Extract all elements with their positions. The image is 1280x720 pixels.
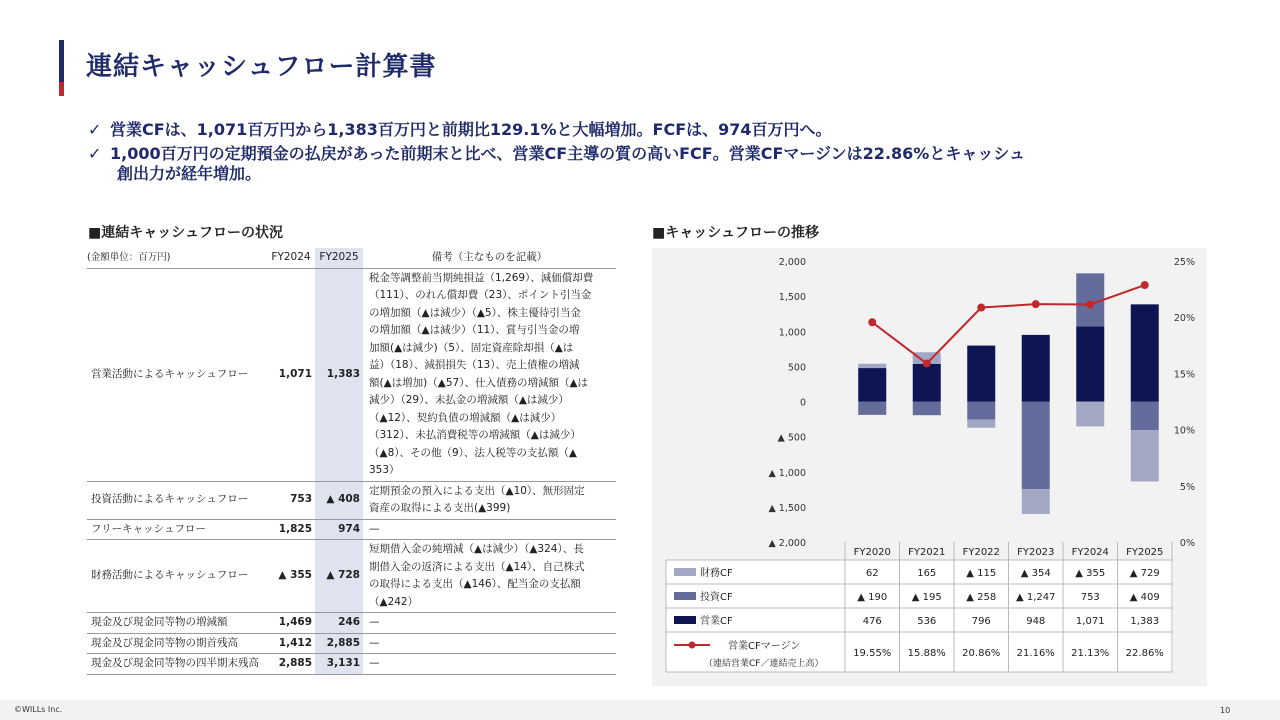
bar-営業CF-FY2025 <box>1131 304 1159 401</box>
bullet-1-line-1: 創出力が経年増加。 <box>117 164 262 183</box>
cell-fy2024: 1,825 <box>267 519 315 540</box>
cf-chart <box>652 248 1207 686</box>
note-line: （▲12）、契約負債の増減額（▲は減少） <box>369 411 562 424</box>
y-right-tick: 10% <box>1173 425 1195 437</box>
row-label: 営業活動によるキャッシュフロー <box>87 268 267 481</box>
row-label: 投資活動によるキャッシュフロー <box>87 481 267 519</box>
cf-chart-heading: ■キャッシュフローの推移 <box>652 225 819 241</box>
bar-営業CF-FY2021 <box>913 364 941 402</box>
note-line: — <box>369 636 380 649</box>
row-label: 現金及び現金同等物の期首残高 <box>87 633 267 654</box>
category-label: FY2022 <box>962 547 1000 558</box>
bar-投資CF-FY2022 <box>967 402 995 420</box>
bullet-1-line-0 <box>88 144 1025 164</box>
category-label: FY2025 <box>1126 547 1164 558</box>
cell-fy2025: ▲ 728 <box>315 540 363 613</box>
margin-point-FY2023 <box>1032 300 1040 308</box>
y-right-tick: 15% <box>1173 369 1195 381</box>
table-cell: ▲ 354 <box>1020 568 1051 579</box>
table-cell: 1,383 <box>1130 616 1160 627</box>
footer-bar <box>0 700 1280 720</box>
table-row <box>87 654 616 675</box>
note-line: — <box>369 657 380 669</box>
table-cell: 948 <box>1026 616 1046 627</box>
table-cell: ▲ 115 <box>966 568 997 579</box>
table-cell: 796 <box>971 616 991 627</box>
category-label: FY2024 <box>1071 547 1109 558</box>
table-cell: 1,071 <box>1075 616 1105 627</box>
cell-fy2024: 1,469 <box>267 613 315 634</box>
table-cell: ▲ 409 <box>1129 592 1160 603</box>
table-row <box>87 268 616 481</box>
note-line: の増加額（▲は減少）（11）、賞与引当金の増 <box>369 324 580 336</box>
col-fy2024: FY2024 <box>267 248 315 268</box>
bar-財務CF-FY2023 <box>1022 489 1050 514</box>
title-accent-red <box>59 82 64 96</box>
note-line: 353） <box>369 464 400 476</box>
legend-label: 財務CF <box>700 568 733 579</box>
margin-point-FY2020 <box>868 318 876 326</box>
bar-財務CF-FY2024 <box>1076 402 1104 427</box>
margin-point-FY2025 <box>1141 281 1149 289</box>
note-line: （▲242） <box>369 595 419 608</box>
note-line: 定期預金の預入による支出（▲10）、無形固定 <box>369 484 585 497</box>
note-line: 加額(▲は減少)（5）、固定資産除却損（▲は <box>369 341 574 354</box>
note-line: の取得による支出（▲146）、配当金の支払額 <box>369 578 581 590</box>
table-cell: 20.86% <box>962 648 1001 659</box>
table-row <box>87 481 616 519</box>
table-cell: ▲ 355 <box>1075 568 1106 579</box>
y-left-tick: ▲ 1,000 <box>768 467 806 479</box>
bullet-text: 1,000百万円の定期預金の払戻があった前期末と比べ、営業CF主導の質の高いFCF。営業CFマージンは22.86%とキャッシュ <box>110 144 1025 163</box>
page-number: 10 <box>1220 706 1231 715</box>
category-label: FY2023 <box>1017 547 1055 558</box>
note-line: （▲8）、その他（9）、法人税等の支払額（▲ <box>369 446 578 459</box>
cell-fy2025: 2,885 <box>315 633 363 654</box>
note-line: — <box>369 522 380 535</box>
copyright: ©WILLs Inc. <box>14 705 63 714</box>
cell-note <box>363 613 616 634</box>
bar-投資CF-FY2023 <box>1022 402 1050 490</box>
table-cell: ▲ 195 <box>911 592 942 603</box>
page-title: 連結キャッシュフロー計算書 <box>86 52 437 82</box>
table-cell: 536 <box>917 616 937 627</box>
table-cell: 22.86% <box>1125 648 1164 659</box>
y-right-tick: 25% <box>1173 257 1195 268</box>
row-label: フリーキャッシュフロー <box>87 519 267 540</box>
bar-投資CF-FY2020 <box>858 402 886 415</box>
bar-営業CF-FY2022 <box>967 346 995 402</box>
table-row <box>87 633 616 654</box>
check-icon: ✓ <box>88 144 102 163</box>
unit-label: (金額単位：百万円) <box>87 248 267 268</box>
table-cell: 15.88% <box>907 648 946 659</box>
y-right-tick: 0% <box>1179 538 1195 549</box>
y-left-tick: ▲ 500 <box>777 432 806 444</box>
note-line: 減少）（29）、未払金の増減額（▲は減少） <box>369 394 569 406</box>
margin-point-FY2021 <box>923 360 931 368</box>
note-line: （312）、未払消費税等の増減額（▲は減少） <box>369 429 581 441</box>
note-line: — <box>369 616 380 628</box>
table-cell: ▲ 729 <box>1129 568 1160 579</box>
cell-fy2025: 974 <box>315 519 363 540</box>
y-left-tick: ▲ 2,000 <box>768 538 806 549</box>
note-line: 短期借入金の純増減（▲は減少）（▲324）、長 <box>369 543 584 555</box>
table-cell: 19.55% <box>853 648 892 659</box>
bar-営業CF-FY2023 <box>1022 335 1050 402</box>
col-notes: 備考（主なものを記載） <box>363 248 616 268</box>
y-left-tick: 1,500 <box>778 292 806 304</box>
table-row <box>87 613 616 634</box>
legend-swatch-財務CF <box>674 568 696 576</box>
table-cell: ▲ 258 <box>966 592 997 603</box>
table-cell: 21.16% <box>1016 648 1055 659</box>
bar-投資CF-FY2025 <box>1131 402 1159 431</box>
cell-note <box>363 268 616 481</box>
legend-swatch-営業CF <box>674 616 696 624</box>
bar-営業CF-FY2020 <box>858 368 886 401</box>
note-line: 税金等調整前当期純損益（1,269）、減価償却費 <box>369 271 594 284</box>
y-right-tick: 5% <box>1179 481 1195 493</box>
cell-fy2025: 1,383 <box>315 268 363 481</box>
cell-fy2024: ▲ 355 <box>267 540 315 613</box>
cell-note <box>363 654 616 675</box>
margin-point-FY2024 <box>1086 300 1094 308</box>
row-label: 現金及び現金同等物の四半期末残高 <box>87 654 267 675</box>
cell-note <box>363 519 616 540</box>
note-line: （111）、のれん償却費（23）、ポイント引当金 <box>369 289 592 301</box>
table-row <box>87 519 616 540</box>
note-line: 期借入金の返済による支出（▲14）、自己株式 <box>369 560 585 573</box>
cell-fy2025: 246 <box>315 613 363 634</box>
note-line: の増加額（▲は減少）（▲5）、株主優待引当金 <box>369 306 581 319</box>
legend-label: 営業CFマージン <box>728 641 801 652</box>
y-left-tick: ▲ 1,500 <box>768 502 806 514</box>
note-line: 額(▲は増加)（▲57）、仕入債務の増減額（▲は <box>369 376 589 389</box>
table-cell: 21.13% <box>1071 648 1110 659</box>
table-cell: 62 <box>865 568 879 579</box>
legend-swatch-投資CF <box>674 592 696 600</box>
table-cell: 165 <box>917 568 937 579</box>
legend-sublabel: （連結営業CF／連結売上高） <box>704 659 824 669</box>
cell-fy2024: 1,412 <box>267 633 315 654</box>
cell-fy2025: 3,131 <box>315 654 363 675</box>
bar-投資CF-FY2021 <box>913 402 941 416</box>
bar-財務CF-FY2020 <box>858 364 886 368</box>
bullet-0-line-0 <box>88 120 832 140</box>
row-label: 財務活動によるキャッシュフロー <box>87 540 267 613</box>
table-cell: ▲ 1,247 <box>1016 592 1056 603</box>
y-left-tick: 500 <box>787 362 806 374</box>
bar-営業CF-FY2024 <box>1076 326 1104 401</box>
table-cell: 753 <box>1080 592 1100 603</box>
category-label: FY2021 <box>908 547 946 558</box>
bar-財務CF-FY2025 <box>1131 430 1159 481</box>
cell-note <box>363 481 616 519</box>
cf-table-heading: ■連結キャッシュフローの状況 <box>88 225 283 241</box>
table-cell: ▲ 190 <box>857 592 888 603</box>
table-row <box>87 540 616 613</box>
bullet-text: 営業CFは、1,071百万円から1,383百万円と前期比129.1%と大幅増加。FCFは、974百万円へ。 <box>110 120 832 139</box>
bar-投資CF-FY2024 <box>1076 273 1104 326</box>
note-line: 資産の取得による支出(▲399) <box>369 502 511 514</box>
cf-table <box>87 248 616 675</box>
legend-marker-margin <box>689 642 696 649</box>
legend-label: 営業CF <box>700 616 733 627</box>
row-label: 現金及び現金同等物の増減額 <box>87 613 267 634</box>
cell-fy2024: 753 <box>267 481 315 519</box>
bar-財務CF-FY2022 <box>967 420 995 428</box>
col-fy2025: FY2025 <box>315 248 363 268</box>
check-icon: ✓ <box>88 120 102 139</box>
table-cell: 476 <box>862 616 882 627</box>
cell-note <box>363 633 616 654</box>
cell-fy2025: ▲ 408 <box>315 481 363 519</box>
y-left-tick: 2,000 <box>778 257 806 268</box>
margin-point-FY2022 <box>977 304 985 312</box>
y-right-tick: 20% <box>1173 313 1195 325</box>
y-left-tick: 1,000 <box>778 327 806 339</box>
cell-note <box>363 540 616 613</box>
cell-fy2024: 1,071 <box>267 268 315 481</box>
note-line: 益）（18）、減損損失（13）、売上債権の増減 <box>369 359 580 371</box>
category-label: FY2020 <box>853 547 891 558</box>
legend-label: 投資CF <box>700 592 733 603</box>
cell-fy2024: 2,885 <box>267 654 315 675</box>
y-left-tick: 0 <box>799 397 806 409</box>
